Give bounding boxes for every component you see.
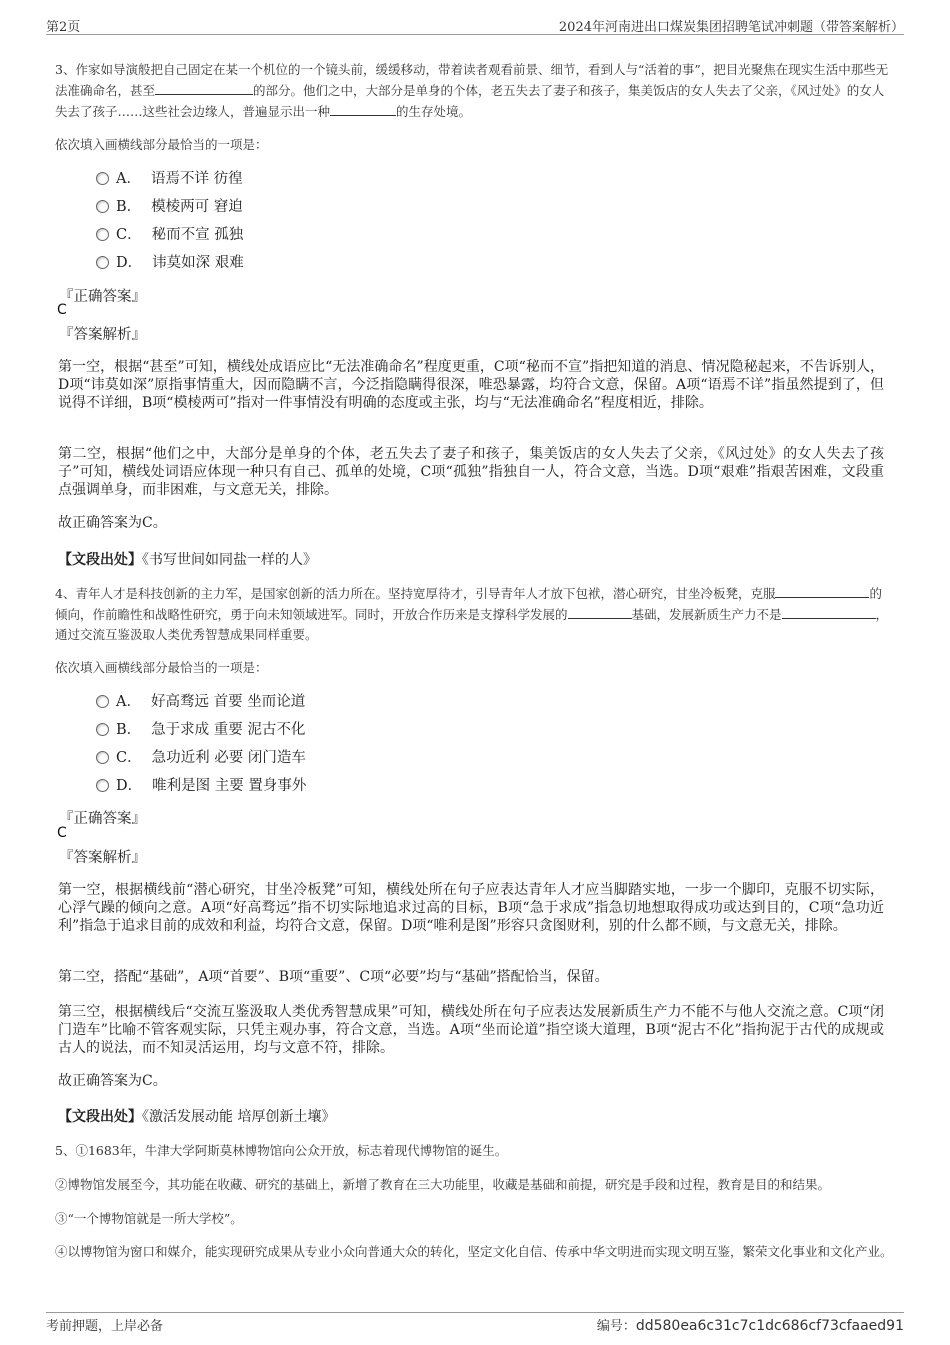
option-letter: D．: [116, 255, 143, 271]
q4-option-b[interactable]: [96, 719, 305, 741]
footer-code: [597, 1315, 904, 1334]
q4-analysis-conclusion: 故正确答案为C。: [58, 1073, 167, 1089]
footer-slogan: 考前押题，上岸必备: [46, 1319, 164, 1334]
q4-blank-1: [775, 583, 869, 598]
q4-option-c[interactable]: [96, 747, 306, 769]
radio-icon[interactable]: [96, 751, 109, 764]
q4-analysis-paragraph-3: 第三空，根据横线后“交流互鉴汲取人类优秀智慧成果”可知，横线处所在句子应表达发展新质生产力不能不与他人交流之意。C项“闭门造车”比喻不管客观实际，只凭主观办事，符合文意，当选。A项“坐而论道”指空谈大道理，B项“泥古不化”指拘泥于古代的成规或古人的说法，而不知灵活运用，均与文意不符，排除。: [58, 1004, 884, 1056]
option-text: 急于求成 重要 泥古不化: [151, 722, 306, 738]
question-5-line-4: ④以博物馆为窗口和媒介，能实现研究成果从专业小众向普通大众的转化，坚定文化自信、传承中华文明进而实现文明互鉴，繁荣文化事业和文化产业。: [55, 1244, 893, 1259]
question-5-line-3: ③“一个博物馆就是一所大学校”。: [55, 1211, 243, 1226]
radio-icon[interactable]: [96, 200, 109, 213]
q3-option-d[interactable]: [96, 252, 244, 274]
document-title: 2024年河南进出口煤炭集团招聘笔试冲刺题（带答案解析）: [558, 20, 904, 35]
radio-icon[interactable]: [96, 695, 109, 708]
option-text: 语焉不详 彷徨: [150, 171, 243, 187]
option-letter: C．: [116, 227, 142, 243]
q3-analysis-paragraph-1: 第一空，根据“甚至”可知，横线处成语应比“无法准确命名”程度更重，C项“秘而不宣”指把知道的消息、情况隐秘起来，不告诉别人，D项“讳莫如深”原指事情重大，因而隐瞒不言，今泛指隐瞒得很深，唯恐暴露，均符合文意，保留。A项“语焉不详”指虽然提到了，但说得不详细，B项“模棱两可”指对一件事情没有明确的态度或主张，均与“无法准确命名”程度相近，排除。: [58, 359, 884, 411]
q3-option-c[interactable]: [96, 224, 243, 246]
q3-text-part: 的部分。他们之中，大部分是单身的个体，老五失去了妻子和孩子，集美饭店的女人失去了父亲，《风过处》的女人失去了孩子……这些社会边缘人，普遍显示出一种: [55, 83, 885, 119]
option-text: 模棱两可 窘迫: [151, 199, 243, 215]
code-label: 编号：: [596, 1319, 636, 1334]
q4-prompt: 依次填入画横线部分最恰当的一项是：: [55, 660, 268, 675]
q3-text-part: 3、作家如导演般把自己固定在某一个机位的一个镜头前，缓缓移动，带着读者观看前景、细节，看到人与“活着的事”，把目光聚焦在现实生活中那些无法准确命名，甚至: [55, 62, 889, 98]
radio-icon[interactable]: [96, 256, 109, 269]
source-title: 《书写世间如同盐一样的人》: [142, 552, 317, 568]
option-letter: D．: [116, 778, 143, 794]
radio-icon[interactable]: [96, 172, 109, 185]
q4-option-a[interactable]: [96, 691, 305, 713]
q3-answer: C: [57, 302, 67, 318]
q3-text-part: 的生存处境。: [396, 104, 472, 119]
option-letter: A．: [116, 694, 141, 710]
source-label: 【文段出处】: [58, 552, 142, 568]
q4-option-d[interactable]: [96, 775, 306, 797]
question-5-line-1: 5、①1683年，牛津大学阿斯莫林博物馆向公众开放，标志着现代博物馆的诞生。: [55, 1143, 508, 1158]
q4-answer: C: [57, 825, 67, 841]
source-label: 【文段出处】: [58, 1109, 142, 1125]
q4-analysis-paragraph-2: 第二空，搭配“基础”，A项“首要”、B项“重要”、C项“必要”均与“基础”搭配恰当，保留。: [58, 969, 609, 985]
page-number: 第2页: [46, 20, 81, 35]
radio-icon[interactable]: [96, 779, 109, 792]
q3-blank-1: [155, 80, 253, 95]
q3-answer-label: 『正确答案』: [59, 289, 146, 305]
page-header: [46, 14, 904, 35]
question-4-stem: [55, 583, 893, 645]
option-text: 讳莫如深 艰难: [152, 255, 244, 271]
option-letter: B．: [116, 199, 142, 215]
option-text: 好高骛远 首要 坐而论道: [150, 694, 306, 710]
q3-option-b[interactable]: [96, 196, 243, 218]
source-title: 《激活发展动能 培厚创新土壤》: [142, 1109, 336, 1125]
option-text: 急功近利 必要 闭门造车: [151, 750, 306, 766]
question-5-line-2: ②博物馆发展至今，其功能在收藏、研究的基础上，新增了教育在三大功能里，收藏是基础和前提，研究是手段和过程，教育是目的和结果。: [55, 1177, 831, 1192]
q3-analysis-conclusion: 故正确答案为C。: [58, 515, 167, 531]
q4-blank-2: [568, 604, 632, 619]
q4-text-part: 4、青年人才是科技创新的主力军，是国家创新的活力所在。坚持宽厚待才，引导青年人才放下包袱，潜心研究，甘坐冷板凳，克服: [55, 586, 776, 601]
q3-source: [58, 549, 317, 569]
q3-analysis-label: 『答案解析』: [59, 327, 146, 343]
q4-analysis-label: 『答案解析』: [59, 850, 146, 866]
code-value: dd580ea6c31c7c1dc686cf73cfaaed91: [635, 1318, 904, 1334]
radio-icon[interactable]: [96, 723, 109, 736]
q4-answer-label: 『正确答案』: [59, 811, 146, 827]
q3-option-a[interactable]: [96, 168, 243, 190]
option-text: 唯利是图 主要 置身事外: [152, 778, 307, 794]
q3-prompt: 依次填入画横线部分最恰当的一项是：: [55, 137, 268, 152]
q4-analysis-paragraph-1: 第一空，根据横线前“潜心研究，甘坐冷板凳”可知，横线处所在句子应表达青年人才应当脚踏实地，一步一个脚印，克服不切实际，心浮气躁的倾向之意。A项“好高骛远”指不切实际地追求过高的目标，B项“急于求成”指急切地想取得成功或达到目的，C项“急功近利”指急于追求目前的成效和利益，均符合文意，保留。D项“唯利是图”形容只贪图财利，别的什么都不顾，与文意无关，排除。: [58, 882, 884, 934]
q3-blank-2: [330, 101, 396, 116]
q4-blank-3: [782, 604, 876, 619]
option-text: 秘而不宣 孤独: [151, 227, 244, 243]
question-3-stem: [55, 60, 893, 122]
q4-source: [58, 1106, 335, 1126]
q3-analysis-paragraph-2: 第二空，根据“他们之中，大部分是单身的个体，老五失去了妻子和孩子，集美饭店的女人失去了父亲，《风过处》的女人失去了孩子”可知，横线处词语应体现一种只有自己、孤单的处境，C项“孤独”指独自一人，符合文意，当选。D项“艰难”指艰苦困难，文段重点强调单身，而非困难，与文意无关，排除。: [58, 446, 884, 498]
page-footer: [46, 1312, 904, 1334]
option-letter: C．: [116, 750, 142, 766]
q4-text-part: ，通过交流互鉴汲取人类优秀智慧成果同样重要。: [55, 607, 889, 642]
q4-text-part: 的倾向，作前瞻性和战略性研究，勇于向未知领域进军。同时，开放合作历来是支撑科学发展的: [55, 586, 882, 622]
q4-text-part: 基础，发展新质生产力不是: [631, 607, 782, 622]
option-letter: B．: [116, 722, 142, 738]
radio-icon[interactable]: [96, 228, 109, 241]
option-letter: A．: [116, 171, 141, 187]
